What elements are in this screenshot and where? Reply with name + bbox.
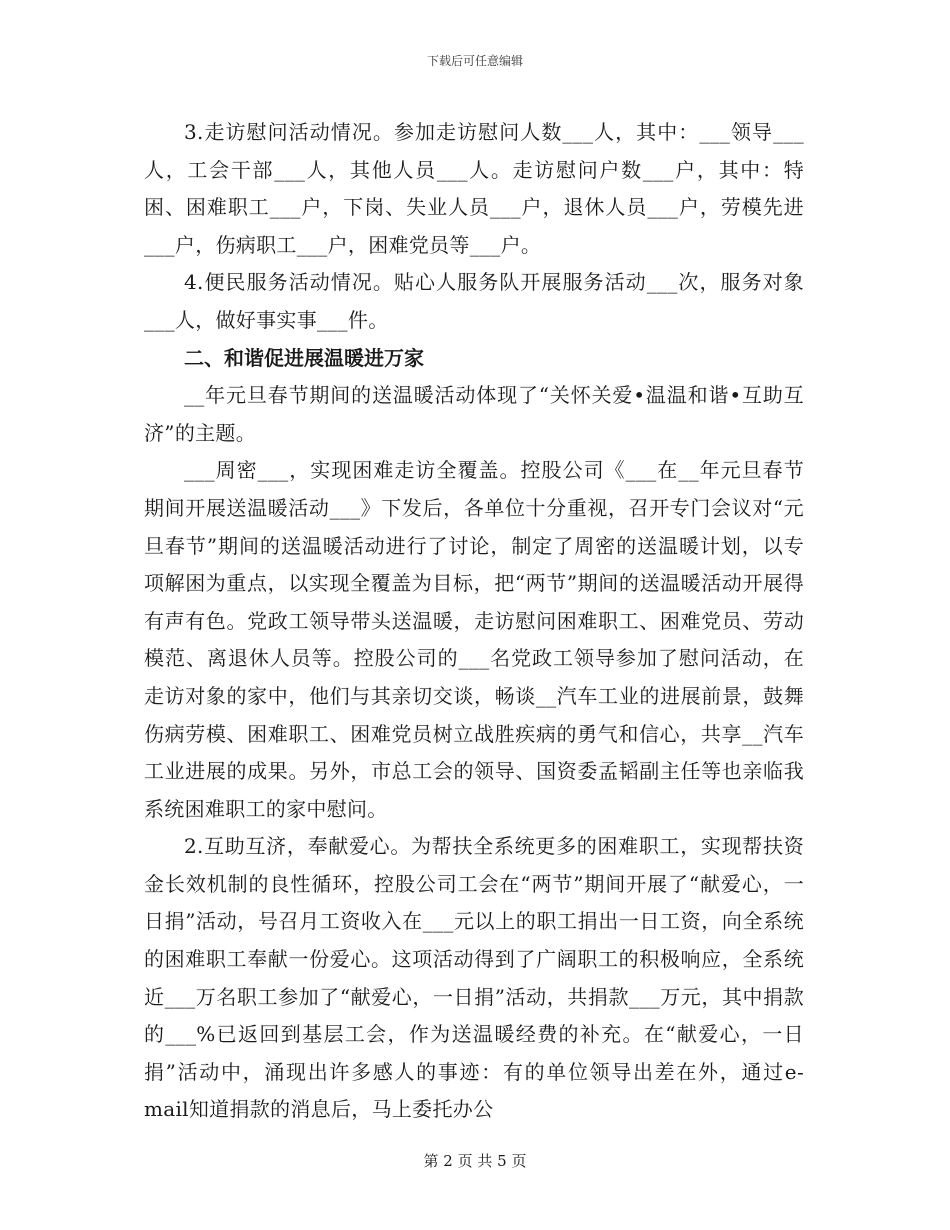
paragraph-mutual-aid: 2.互助互济，奉献爱心。为帮扶全系统更多的困难职工，实现帮扶资金长效机制的良性循环，控股公司工会在“两节”期间开展了“献爱心，一日捐”活动，号召月工资收入在___元以上的职工捐出一日工资，向全系统的困难职工奉献一份爱心。这项活动得到了广阔职工的积极响应，全系统近___万名职工参加了“献爱心，一日捐”活动，共捐款___万元，其中捐款的___%已返回到基层工会，作为送温暖经费的补充。在“献爱心，一日捐”活动中，涌现出许多感人的事迹：有的单位领导出差在外，通过e-mail知道捐款的消息后，马上委托办公 [144, 834, 804, 1122]
page-number-footer: 第 2 页 共 5 页 [423, 1152, 527, 1170]
paragraph-visit-statistics: 3.走访慰问活动情况。参加走访慰问人数___人，其中：___领导___人，工会干部___人，其他人员___人。走访慰问户数___户，其中：特困、困难职工___户，下岗、失业人员___户，退休人员___户，劳模先进___户，伤病职工___户，困难党员等___户。 [144, 120, 804, 257]
paragraph-theme: __年元旦春节期间的送温暖活动体现了“关怀关爱•温温和谐•互助互济”的主题。 [144, 383, 804, 445]
paragraph-full-coverage: ___周密___，实现困难走访全覆盖。控股公司《___在__年元旦春节期间开展送温暖活动___》下发后，各单位十分重视，召开专门会议对“元旦春节”期间的送温暖活动进行了讨论，制定了周密的送温暖计划，以专项解困为重点，以实现全覆盖为目标，把“两节”期间的送温暖活动开展得有声有色。党政工领导带头送温暖，走访慰问困难职工、困难党员、劳动模范、离退休人员等。控股公司的___名党政工领导参加了慰问活动，在走访对象的家中，他们与其亲切交谈，畅谈__汽车工业的进展前景，鼓舞伤病劳模、困难职工、困难党员树立战胜疾病的勇气和信心，共享__汽车工业进展的成果。另外，市总工会的领导、国资委孟韬副主任等也亲临我系统困难职工的家中慰问。 [144, 458, 804, 821]
page-header: 下载后可任意编辑 [426, 54, 523, 68]
section-heading: 二、和谐促进展温暖进万家 [184, 345, 424, 370]
document-body [144, 114, 804, 1129]
paragraph-service-statistics: 4.便民服务活动情况。贴心人服务队开展服务活动___次，服务对象___人，做好事实事___件。 [144, 270, 804, 332]
